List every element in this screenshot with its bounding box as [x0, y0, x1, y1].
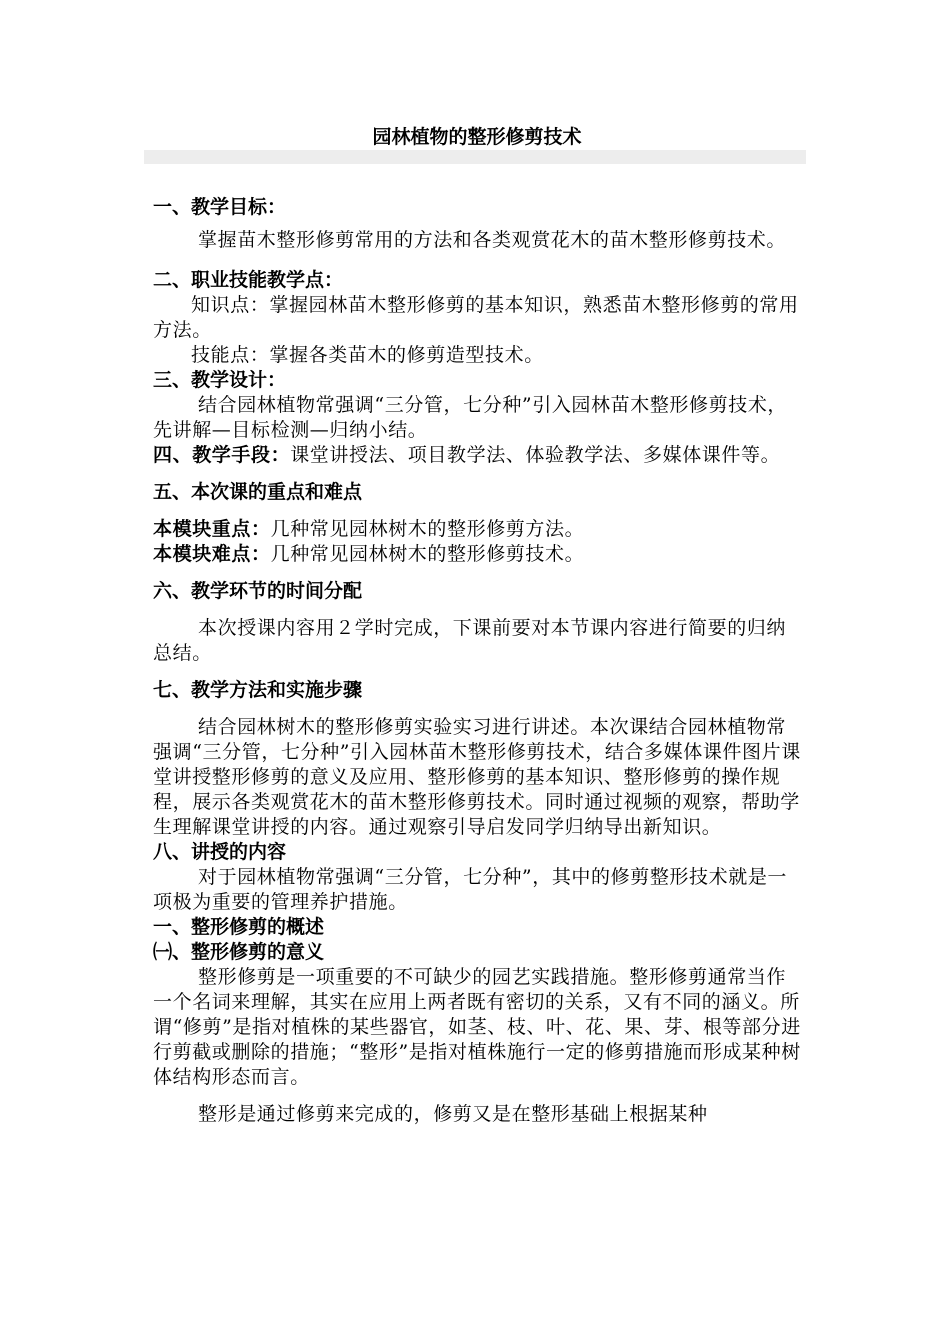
key-point-line — [153, 517, 801, 542]
key-point-text: 几种常见园林树木的整形修剪方法。 — [270, 518, 585, 540]
knowledge-point-text: 知识点：掌握园林苗木整形修剪的基本知识，熟悉苗木整形修剪的常用方法。 — [153, 294, 799, 341]
goal-text: 掌握苗木整形修剪常用的方法和各类观赏花木的苗木整形修剪技术。 — [198, 229, 787, 251]
difficult-point-line — [153, 542, 801, 567]
heading-methods-steps: 七、教学方法和实施步骤 — [153, 679, 363, 701]
document-title: 园林植物的整形修剪技术 — [372, 126, 582, 148]
heading-pruning-significance: ㈠、整形修剪的意义 — [153, 941, 325, 963]
key-point-label: 本模块重点： — [153, 518, 271, 540]
pruning-significance-text: 整形修剪是一项重要的不可缺少的园艺实践措施。整形修剪通常当作一个名词来理解，其实在应用上两者既有密切的关系，又有不同的涵义。所谓“修剪”是指对植株的某些器官，如茎、枝、叶、花、果、芽、根等部分进行剪截或删除的措施；“整形”是指对植株施行一定的修剪措施而形成某种树体结构形态而言。 — [153, 966, 801, 1088]
heading-teaching-goal: 一、教学目标： — [153, 196, 287, 218]
time-allocation-text: 本次授课内容用２学时完成，下课前要对本节课内容进行简要的归纳总结。 — [153, 617, 787, 664]
heading-key-difficult: 五、本次课的重点和难点 — [153, 481, 363, 503]
teaching-means-text: 课堂讲授法、项目教学法、体验教学法、多媒体课件等。 — [290, 444, 781, 466]
methods-steps-text: 结合园林树木的整形修剪实验实习进行讲述。本次课结合园林植物常强调“三分管，七分种”引入园林苗木整形修剪技术，结合多媒体课件图片课堂讲授整形修剪的意义及应用、整形修剪的基本知识、整形修剪的操作规程，展示各类观赏花木的苗木整形修剪技术。同时通过视频的观察，帮助学生理解课堂讲授的内容。通过观察引导启发同学归纳导出新知识。 — [153, 716, 801, 838]
heading-skill-points: 二、职业技能教学点： — [153, 269, 344, 291]
difficult-point-text: 几种常见园林树木的整形修剪技术。 — [270, 543, 585, 565]
heading-lecture-content: 八、讲授的内容 — [153, 841, 287, 863]
heading-teaching-means: 四、教学手段： — [153, 444, 291, 466]
heading-time-allocation: 六、教学环节的时间分配 — [153, 580, 363, 602]
heading-pruning-overview: 一、整形修剪的概述 — [153, 916, 325, 938]
difficult-point-label: 本模块难点： — [153, 543, 271, 565]
design-text: 结合园林植物常强调“三分管，七分种”引入园林苗木整形修剪技术，先讲解—目标检测—归纳小结。 — [153, 394, 788, 441]
document-body — [153, 122, 801, 1127]
teaching-means-paragraph — [153, 443, 801, 468]
pruning-relation-text: 整形是通过修剪来完成的，修剪又是在整形基础上根据某种 — [198, 1103, 708, 1125]
lecture-content-text: 对于园林植物常强调“三分管，七分种”，其中的修剪整形技术就是一项极为重要的管理养护措施。 — [153, 866, 788, 913]
heading-teaching-design: 三、教学设计： — [153, 369, 287, 391]
skill-point-text: 技能点：掌握各类苗木的修剪造型技术。 — [191, 344, 544, 366]
